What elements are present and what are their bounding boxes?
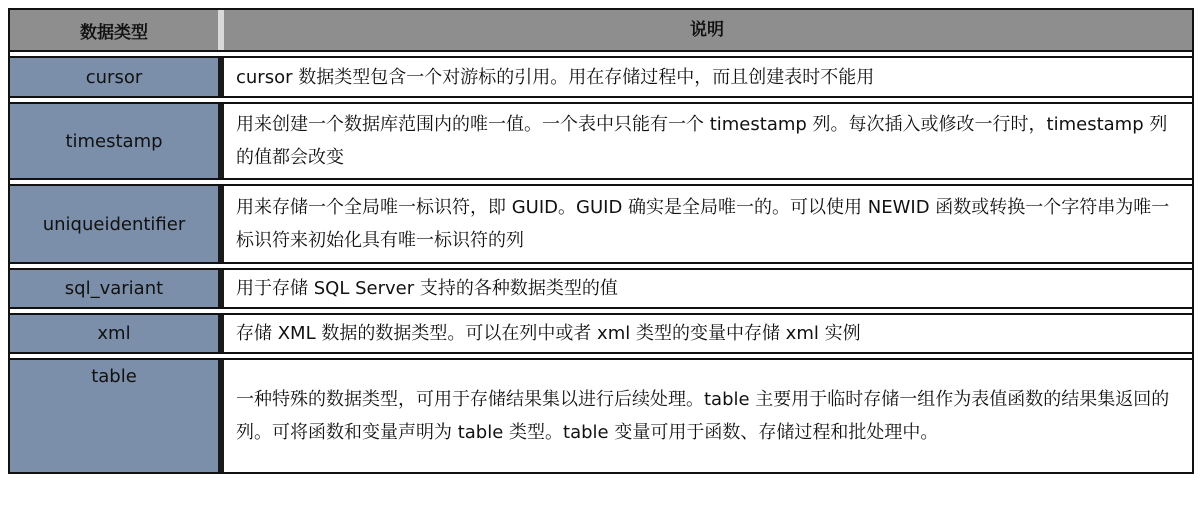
- desc-cell: 一种特殊的数据类型，可用于存储结果集以进行后续处理。table 主要用于临时存储一组作为表值函数的结果集返回的列。可将函数和变量声明为 table 类型。table 变量可用于函数、存储过程和批处理中。: [236, 389, 1170, 443]
- table-row: [10, 186, 1192, 264]
- table-header-row: [10, 10, 1192, 52]
- desc-cell: 用来创建一个数据库范围内的唯一值。一个表中只能有一个 timestamp 列。每次插入或修改一行时，timestamp 列的值都会改变: [236, 114, 1168, 168]
- desc-cell: 用于存储 SQL Server 支持的各种数据类型的值: [236, 278, 618, 299]
- header-desc: 说明: [224, 10, 1192, 50]
- table-row: [10, 360, 1192, 472]
- type-cell: xml: [10, 315, 224, 352]
- type-cell: cursor: [10, 58, 224, 96]
- table-row: [10, 270, 1192, 309]
- table-row: [10, 104, 1192, 180]
- table-row: [10, 58, 1192, 98]
- type-cell: table: [10, 360, 224, 472]
- data-type-table: [8, 8, 1194, 474]
- type-cell: timestamp: [10, 104, 224, 178]
- header-type: 数据类型: [10, 10, 224, 50]
- type-cell: uniqueidentifier: [10, 186, 224, 262]
- type-cell: sql_variant: [10, 270, 224, 307]
- desc-cell: cursor 数据类型包含一个对游标的引用。用在存储过程中，而且创建表时不能用: [236, 66, 875, 88]
- desc-cell: 用来存储一个全局唯一标识符，即 GUID。GUID 确实是全局唯一的。可以使用 NEWID 函数或转换一个字符串为唯一标识符来初始化具有唯一标识符的列: [236, 197, 1170, 251]
- desc-cell: 存储 XML 数据的数据类型。可以在列中或者 xml 类型的变量中存储 xml 实例: [236, 323, 861, 344]
- table-row: [10, 315, 1192, 354]
